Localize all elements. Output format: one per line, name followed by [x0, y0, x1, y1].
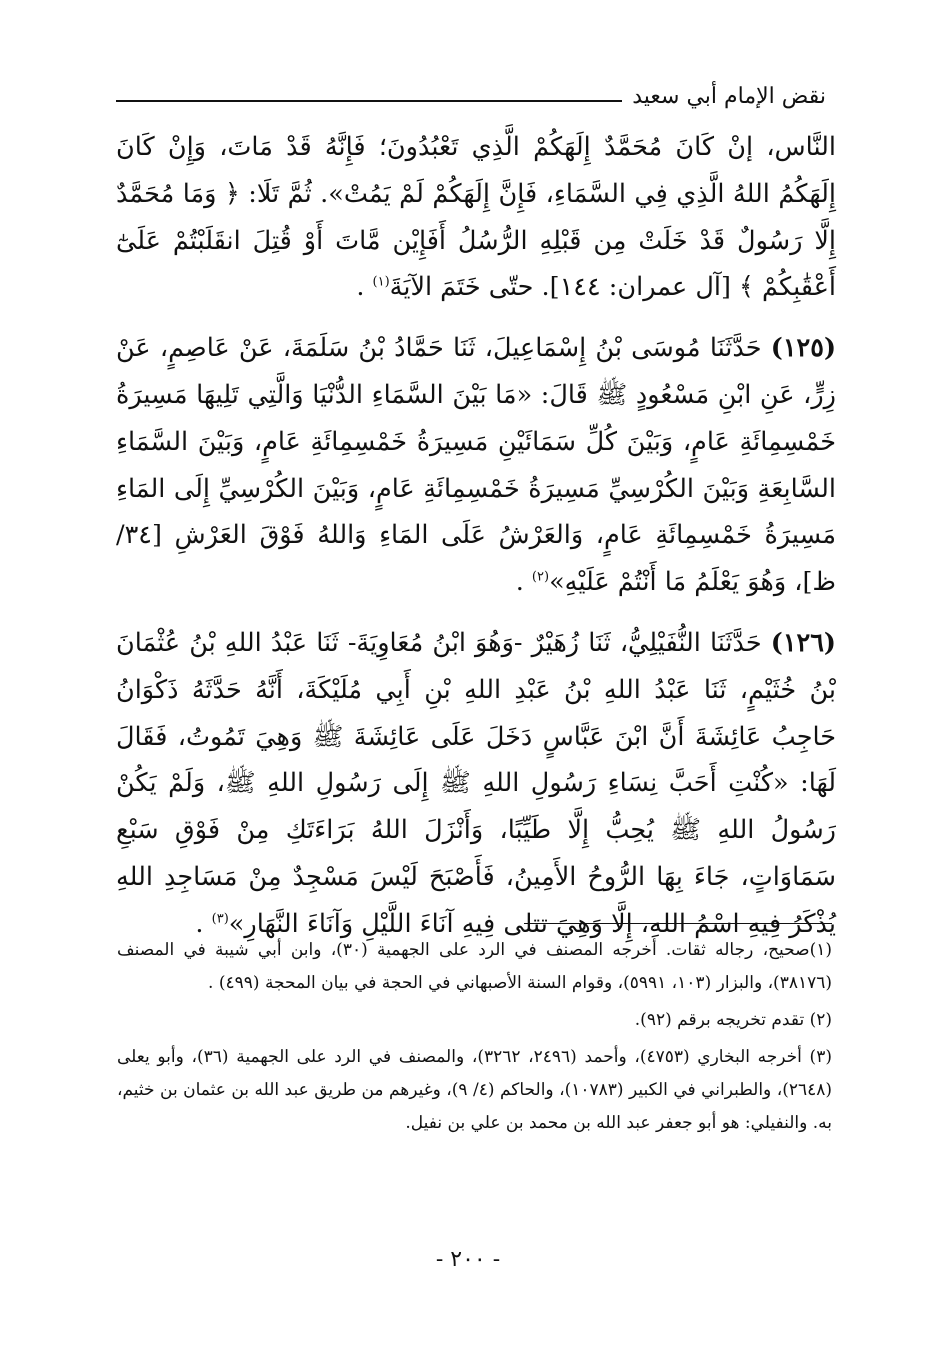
- paragraph-text: النَّاس، إنْ كَانَ مُحَمَّدٌ إِلَهَكُمْ الَّذِي تَعْبُدُونَ؛ فَإِنَّهُ قَدْ مَاتَ، وَإِنْ كَانَ إِلَهَكُمُ اللهُ الَّذِي فِي السَّمَاءِ، فَإِنَّ إِلَهَكُمْ لَمْ يَمُتْ». ثُمَّ تَلَا: ﴿ وَمَا مُحَمَّدٌ إِلَّا رَسُولٌ قَدْ خَلَتْ مِن قَبْلِهِ الرُّسُلُ أَفَإِيْن مَّاتَ أَوْ قُتِلَ انقَلَبْتُمْ عَلَىٰٓ أَعْقَٰبِكُمْ ﴾ [آل عمران: ١٤٤]. حتّى خَتَمَ الآيَةَ: [116, 132, 836, 303]
- footnote-ref-3: (٣): [211, 911, 229, 927]
- footnote-2: (٢) تقدم تخريجه برقم (٩٢).: [634, 1010, 832, 1030]
- footnote-separator: [524, 923, 832, 924]
- hadith-number-126: (١٢٦): [770, 627, 836, 658]
- main-text: [116, 124, 836, 948]
- paragraph-124-end: [116, 124, 836, 311]
- page-number: - ٢٠٠ -: [435, 1247, 501, 1272]
- footnote-3: (٣) أخرجه البخاري (٤٧٥٣)، وأحمد (٢٤٩٦، ٣٢٦٢)، والمصنف في الرد على الجهمية (٣٦)، وأبو يعلى (٢٦٤٨)، والطبراني في الكبير (١٠٧٨٣)، والحاكم (٤/ ٩)، وغيرهم من طريق عبد الله بن عثمان بن خثيم، به. والنفيلي: هو أبو جعفر عبد الله بن محمد بن علي بن نفيل.: [117, 1047, 833, 1133]
- end-dot: .: [195, 908, 204, 939]
- running-header: [116, 68, 826, 108]
- end-dot: .: [356, 272, 365, 303]
- running-title: نقض الإمام أبي سعيد: [632, 84, 826, 109]
- paragraph-126: [116, 620, 836, 948]
- footnote-ref-1: (١): [372, 274, 390, 290]
- paragraph-text: حَدَّثَنَا مُوسَى بْنُ إِسْمَاعِيلَ، ثَنَا حَمَّادُ بْنُ سَلَمَةَ، عَنْ عَاصِمٍ، عَنْ زِرٍّ، عَنِ ابْنِ مَسْعُودٍ ﷺ قَالَ: «مَا بَيْنَ السَّمَاءِ الدُّنْيَا وَالَّتِي تَلِيهَا مَسِيرَةُ خَمْسِمِائَةِ عَامٍ، وَبَيْنَ كُلِّ سَمَائَيْنِ مَسِيرَةُ خَمْسِمِائَةِ عَامٍ، وَبَيْنَ السَّمَاءِ السَّابِعَةِ وَبَيْنَ الكُرْسِيِّ مَسِيرَةُ خَمْسِمِائَةِ عَامٍ، وَبَيْنَ الكُرْسِيِّ إِلَى المَاءِ مَسِيرَةُ خَمْسِمِائَةِ عَامٍ، وَالعَرْشُ عَلَى المَاءِ وَاللهُ فَوْقَ العَرْشِ [٣٤/ ظ]، وَهُوَ يَعْلَمُ مَا أَنْتُمْ عَلَيْهِ»: [116, 333, 836, 598]
- hadith-number-125: (١٢٥): [770, 333, 837, 364]
- footnotes: [117, 934, 832, 1144]
- end-dot: .: [515, 567, 524, 598]
- paragraph-text: حَدَّثَنَا النُّفَيْلِيُّ، ثَنَا زُهَيْرٌ -وَهُوَ ابْنُ مُعَاوِيَةَ- ثَنَا عَبْدُ اللهِ بْنُ عُثْمَانَ بْنُ خُثَيْمٍ، ثَنَا عَبْدُ اللهِ بْنُ عَبْدِ اللهِ بْنِ أَبِي مُلَيْكَةَ، أَنَّهُ حَدَّثَهُ ذَكْوَانُ حَاجِبُ عَائِشَةَ أَنَّ ابْنَ عَبَّاسٍ دَخَلَ عَلَى عَائِشَةَ ﷺ وَهِيَ تَمُوتُ، فَقَالَ لَهَا: «كُنْتِ أَحَبَّ نِسَاءِ رَسُولِ اللهِ ﷺ إِلَى رَسُولِ اللهِ ﷺ، وَلَمْ يَكُنْ رَسُولُ اللهِ ﷺ يُحِبُّ إِلَّا طَيِّبًا، وَأَنْزَلَ اللهُ بَرَاءَتَكِ مِنْ فَوْقِ سَبْعِ سَمَاوَاتٍ، جَاءَ بِهَا الرُّوحُ الأَمِينُ، فَأَصْبَحَ لَيْسَ مَسْجِدٌ مِنْ مَسَاجِدِ اللهِ يُذْكَرُ فِيهِ اسْمُ اللهِ، إِلَّا وَهِيَ تتلى فِيهِ آنَاءَ اللَّيْلِ وَآنَاءَ النَّهَارِ»: [116, 627, 836, 939]
- footnote-1: (١)صحيح، رجاله ثقات. أخرجه المصنف في الرد على الجهمية (٣٠)، وابن أبي شيبة في المصنف (٣٨١٧٦)، والبزار (١٠٣، ٥٩٩١)، وقوام السنة الأصبهاني في الحجة في بيان المحجة (٤٩٩) .: [117, 940, 832, 993]
- header-rule: [116, 100, 622, 102]
- paragraph-125: [116, 325, 836, 606]
- footnote-ref-2: (٢): [531, 569, 550, 585]
